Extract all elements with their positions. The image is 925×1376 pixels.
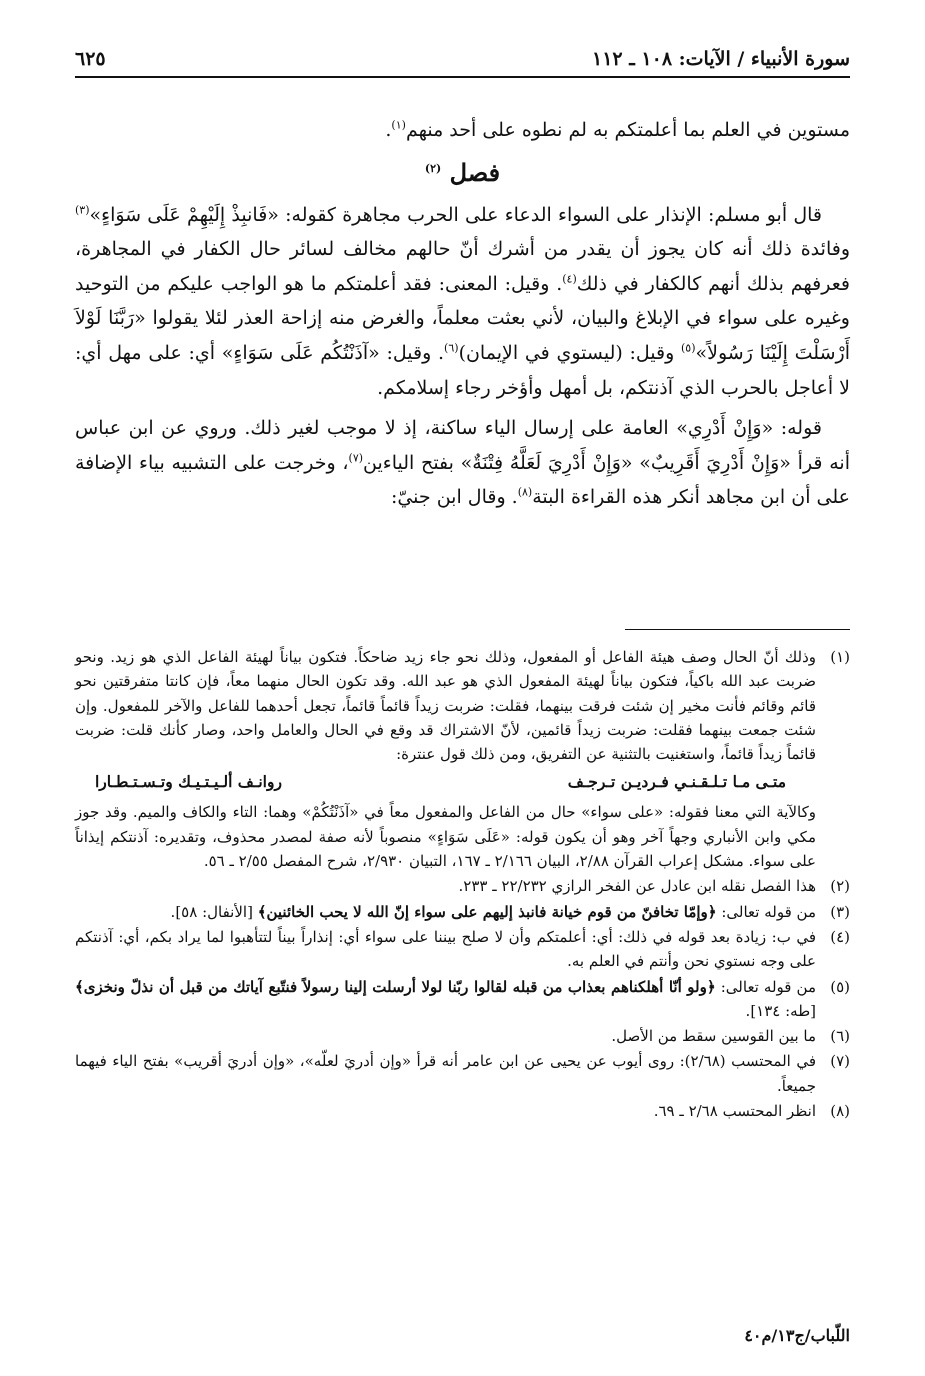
footnote-ref-4: (٤) — [562, 272, 577, 286]
footnote-1: (١) وذلك أنّ الحال وصف هيئة الفاعل أو المفعول، وذلك نحو جاء زيد ضاحكاً. فتكون بياناً لهيئة الفاعل الذي هو زيد. ونحو ضربت عبد الله باكياً، فتكون بياناً لهيئة المفعول الذي هو عبد الله. وقد تكون الحال منهما معاً، فإن كانتا متفرقتين نحو قائم وقائم فأنت مخير إن شئت فرقت بينهما، فقلت: ضربت زيداً قائماً قائماً، تجعل أحدهما للفاعل والآخر للمفعول. وإن شئت جمعت بينهما فقلت: ضربت زيداً قائمين، لأنّ الاشتراك قد وقع في الحال والعامل واحد، وصار كأنك قلت: ضربت قائماً زيداً قائماً، واستغنيت بالتثنية عن التفريق، ومن ذلك قول عنترة: متـى مـا تـلـقـنـي فـرديـن تـرجـف روانـف ألـيـتـيـك وتـسـتـطـارا وكالآية التي معنا فقوله: «على سواء» حال من الفاعل والمفعول معاً في «آذَنْتُكُمْ» وهما: التاء والكاف والميم. وقد جوز مكي وابن الأنباري وجهاً آخر وهو أن يكون قوله: «عَلَى سَوَاءٍ» منصوباً لأنه صفة لمصدر محذوف، وتقديره: آذنتكم إيذاناً على سواء. مشكل إعراب القرآن ٢/٨٨، البيان ٢/١٦٦ ـ ١٦٧، التبيان ٢/٩٣٠، شرح المفصل ٢/٥٥ ـ ٥٦. — [75, 648, 850, 871]
header-rule — [75, 76, 850, 78]
footnote-ref-3: (٣) — [75, 203, 90, 217]
verse-first-hemistich: متـى مـا تـلـقـنـي فـرديـن تـرجـف — [567, 772, 786, 792]
footnote-6: (٦) ما بين القوسين سقط من الأصل. — [611, 1027, 850, 1046]
footnote-5: (٥) من قوله تعالى: ﴿ولو أنّا أهلكناهم بعذاب من قبله لقالوا ربّنا لولا أرسلت إلينا رسولاً فنتّبع آياتك من قبل أن نذلّ ونخزى﴾ [طه: ١٣٤]. — [75, 977, 850, 1020]
verse-second-hemistich: روانـف ألـيـتـيـك وتـسـتـطـارا — [95, 772, 282, 792]
footnote-ref-2: (٢) — [424, 161, 442, 175]
footnote-8: (٨) انظر المحتسب ٢/٦٨ ـ ٦٩. — [653, 1102, 850, 1121]
footnote-2: (٢) هذا الفصل نقله ابن عادل عن الفخر الرازي ٢٢/٢٣٢ ـ ٢٣٣. — [458, 877, 850, 896]
footnote-ref-8: (٨) — [517, 486, 533, 500]
poetry-verse — [75, 766, 816, 800]
paragraph-continuation: مستوين في العلم بما أعلمتكم به لم نطوه على أحد منهم$^{(١)}$. — [385, 118, 850, 141]
quran-verse: ﴿وإمّا تخافنّ من قوم خيانة فانبذ إليهم على سواء إنّ الله لا يحب الخائنين﴾ — [257, 902, 717, 921]
footnote-ref-7: (٧) — [348, 451, 364, 465]
section-heading: فصل $^{(٢)}$ — [424, 157, 501, 187]
paragraph-abu-muslim: قال أبو مسلم: الإنذار على السواء الدعاء على الحرب مجاهرة كقوله: «فَانبِذْ إِلَيْهِمْ عَلَى سَوَاءٍ»$^{(٣)}$ وفائدة ذلك أنه كان يجوز أن يقدر من أشرك أنّ حالهم مخالف لسائر حال الكفار في المجاهرة، فعرفهم بذلك أنهم كالكفار في ذلك$^{(٤)}$. وقيل: المعنى: فقد أعلمتكم ما هو الواجب عليكم من التوحيد وغيره على سواء في الإبلاغ والبيان، لأني بعثت معلماً، والغرض منه إزاحة العذر لئلا يقولوا «رَبَّنَا لَوْلاَ أَرْسَلْتَ إِلَيْنَا رَسُولاً»$^{(٥)}$ وقيل: (ليستوي في الإيمان)$^{(٦)}$. وقيل: «آذَنْتُكُم عَلَى سَوَاءٍ» أي: على مهل أي: لا أعاجل بالحرب الذي آذنتكم، بل أمهل وأؤخر رجاء إسلامكم. — [75, 203, 850, 399]
footnote-7: (٧) في المحتسب (٢/٦٨): روى أيوب عن يحيى عن ابن عامر أنه قرأ «وإن أدريَ لعلّه»، «وإن أدريَ أقريب» بفتح الياء فيهما جميعاً. — [75, 1052, 850, 1095]
signature-mark: اللّباب/ج١٣/م٤٠ — [744, 1326, 850, 1345]
header-title: سورة الأنبياء / الآيات: ١٠٨ ـ ١١٢ — [592, 48, 850, 70]
footnote-3: (٣) من قوله تعالى: ﴿وإمّا تخافنّ من قوم خيانة فانبذ إليهم على سواء إنّ الله لا يحب الخائنين﴾ [الأنفال: ٥٨]. — [170, 902, 850, 921]
footnote-4: (٤) في ب: زيادة بعد قوله في ذلك: أي: أعلمتكم وأن لا صلح بيننا على سواء أي: إنذاراً بيناً لتتأهبوا لما يراد بكم، أي: آذنتكم على وجه نستوي نحن وأنتم في العلم به. — [75, 927, 850, 971]
footnote-ref-6: (٦) — [444, 341, 459, 355]
running-header — [75, 48, 850, 84]
footnote-ref-1: (١) — [391, 118, 406, 132]
quran-verse: ﴿ولو أنّا أهلكناهم بعذاب من قبله لقالوا ربّنا لولا أرسلت إلينا رسولاً فنتّبع آياتك من قبل أن نذلّ ونخزى﴾ — [75, 977, 716, 996]
page-number: ٦٢٥ — [75, 48, 106, 70]
footnotes — [75, 645, 850, 1124]
footnote-separator — [625, 629, 850, 630]
main-text — [75, 113, 850, 515]
footnote-ref-5: (٥) — [681, 341, 696, 355]
paragraph-qiraat: قوله: «وَإِنْ أَدْرِي» العامة على إرسال الياء ساكنة، إذ لا موجب لغير ذلك. وروي عن ابن عباس أنه قرأ «وَإِنْ أَدْرِيَ أَقَرِيبٌ» «وَإِنْ أَدْرِيَ لَعَلَّهُ فِتْنَةٌ» بفتح الياءين$^{(٧)}$، وخرجت على التشبيه بياء الإضافة على أن ابن مجاهد أنكر هذه القراءة البتة$^{(٨)}$. وقال ابن جنيّ: — [75, 417, 850, 509]
